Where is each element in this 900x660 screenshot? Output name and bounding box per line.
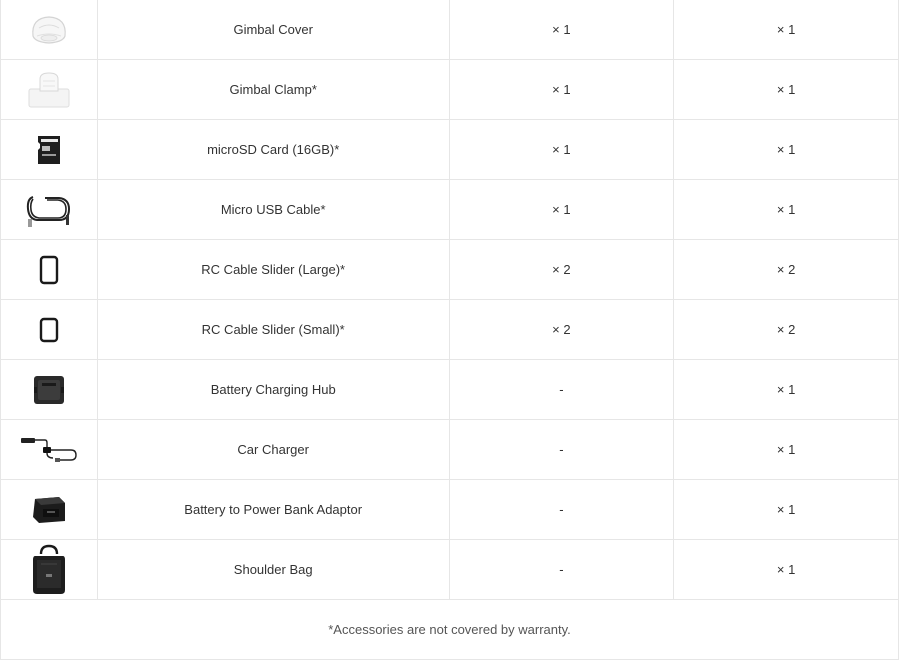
power-bank-adaptor-icon	[29, 491, 69, 529]
charging-hub-icon	[32, 373, 66, 407]
table-row	[0, 60, 899, 120]
item-image-cell	[0, 540, 98, 599]
quantity-cell: × 1	[674, 0, 899, 59]
table-row	[0, 240, 899, 300]
quantity-cell: -	[450, 480, 675, 539]
item-name: RC Cable Slider (Large)*	[98, 240, 450, 299]
quantity-cell: × 1	[450, 0, 675, 59]
quantity-cell: × 1	[674, 480, 899, 539]
table-row	[0, 300, 899, 360]
shoulder-bag-icon	[29, 544, 69, 596]
quantity-cell: × 2	[450, 300, 675, 359]
quantity-cell: × 1	[674, 120, 899, 179]
item-image-cell	[0, 300, 98, 359]
quantity-cell: × 1	[450, 180, 675, 239]
quantity-cell: × 1	[450, 120, 675, 179]
warranty-note: *Accessories are not covered by warranty.	[0, 600, 899, 660]
quantity-cell: × 2	[674, 240, 899, 299]
table-row	[0, 540, 899, 600]
item-image-cell	[0, 0, 98, 59]
usb-cable-icon	[25, 191, 73, 229]
quantity-cell: × 1	[674, 180, 899, 239]
item-image-cell	[0, 60, 98, 119]
cable-slider-small-icon	[39, 317, 59, 343]
quantity-cell: × 1	[674, 360, 899, 419]
gimbal-clamp-icon	[26, 69, 72, 111]
item-image-cell	[0, 360, 98, 419]
quantity-cell: × 1	[674, 60, 899, 119]
item-name: microSD Card (16GB)*	[98, 120, 450, 179]
item-image-cell	[0, 420, 98, 479]
item-image-cell	[0, 480, 98, 539]
item-name: Gimbal Cover	[98, 0, 450, 59]
item-name: Shoulder Bag	[98, 540, 450, 599]
item-image-cell	[0, 240, 98, 299]
item-name: Car Charger	[98, 420, 450, 479]
cable-slider-large-icon	[39, 255, 59, 285]
table-row	[0, 480, 899, 540]
table-row	[0, 180, 899, 240]
quantity-cell: × 1	[450, 60, 675, 119]
quantity-cell: -	[450, 360, 675, 419]
item-image-cell	[0, 120, 98, 179]
item-name: Gimbal Clamp*	[98, 60, 450, 119]
quantity-cell: × 1	[674, 420, 899, 479]
gimbal-cover-icon	[27, 12, 71, 48]
item-name: RC Cable Slider (Small)*	[98, 300, 450, 359]
table-row	[0, 360, 899, 420]
table-row	[0, 0, 899, 60]
item-name: Battery to Power Bank Adaptor	[98, 480, 450, 539]
quantity-cell: -	[450, 540, 675, 599]
quantity-cell: × 2	[674, 300, 899, 359]
item-name: Micro USB Cable*	[98, 180, 450, 239]
table-row	[0, 420, 899, 480]
microsd-card-icon	[36, 134, 62, 166]
quantity-cell: × 1	[674, 540, 899, 599]
table-row	[0, 120, 899, 180]
quantity-cell: × 2	[450, 240, 675, 299]
quantity-cell: -	[450, 420, 675, 479]
item-image-cell	[0, 180, 98, 239]
item-name: Battery Charging Hub	[98, 360, 450, 419]
car-charger-icon	[19, 434, 79, 466]
